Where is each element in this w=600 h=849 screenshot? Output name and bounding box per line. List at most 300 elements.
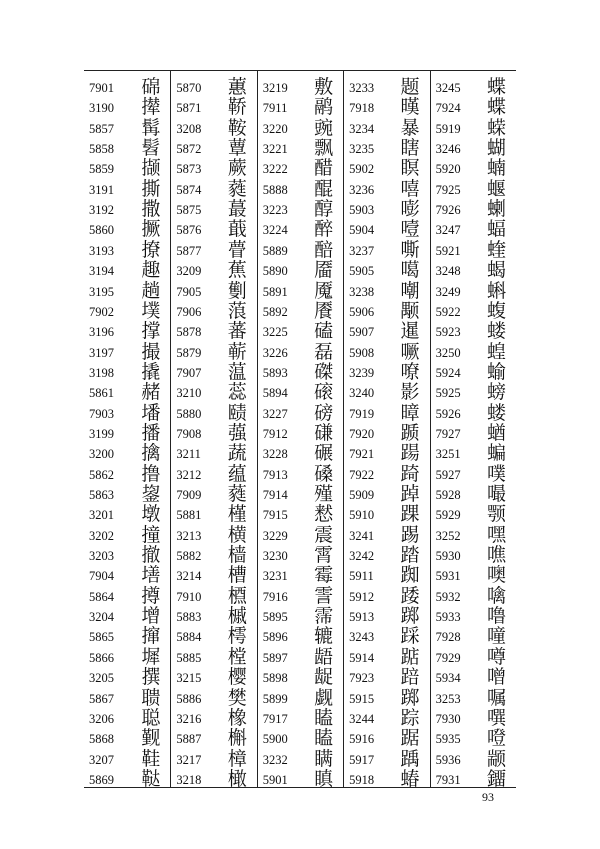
table-column [257, 71, 343, 790]
hanzi-character: 蕃 [227, 320, 247, 343]
char-code: 3204 [89, 610, 114, 625]
hanzi-character: 鞍 [227, 116, 247, 139]
char-code: 3226 [262, 345, 288, 360]
char-code: 3194 [89, 264, 114, 279]
hanzi-character: 噶 [400, 259, 420, 282]
char-code: 5870 [176, 81, 202, 95]
char-code: 3235 [349, 142, 375, 157]
char-code: 3216 [176, 711, 202, 726]
char-code: 5861 [89, 386, 114, 401]
hanzi-character: 擒 [141, 442, 161, 465]
char-code: 3199 [89, 426, 114, 441]
hanzi-character: 霉 [314, 564, 334, 587]
char-code: 3230 [262, 549, 288, 564]
table-column [84, 71, 170, 790]
char-code: 5895 [262, 610, 288, 625]
char-code: 3236 [349, 182, 375, 197]
char-code: 7921 [349, 447, 375, 462]
char-code: 5913 [349, 610, 375, 625]
hanzi-character: 蔬 [227, 442, 247, 465]
char-code: 5862 [89, 467, 114, 482]
hanzi-character: 蝾 [486, 116, 506, 139]
hanzi-character: 嘲 [400, 279, 420, 302]
hanzi-character: 樟 [227, 747, 247, 770]
char-code: 3205 [89, 671, 114, 686]
page-number: 93 [482, 790, 494, 804]
char-code: 3251 [435, 447, 461, 462]
hanzi-character: 醌 [314, 177, 334, 200]
char-code: 7919 [349, 406, 375, 421]
hanzi-character: 踝 [400, 503, 420, 526]
char-code: 3241 [349, 528, 375, 543]
hanzi-character: 踯 [400, 605, 420, 628]
char-code: 7925 [435, 182, 461, 197]
char-code: 3218 [176, 772, 202, 787]
hanzi-character: 樘 [227, 645, 247, 668]
char-code: 3214 [176, 569, 202, 584]
char-code: 5865 [89, 630, 114, 645]
char-code: 7908 [176, 426, 202, 441]
char-code: 5893 [262, 365, 288, 380]
char-code: 3249 [435, 284, 461, 299]
char-code: 5928 [435, 488, 461, 502]
hanzi-character: 墦 [141, 401, 161, 424]
hanzi-character: 蝓 [486, 360, 506, 383]
char-code: 5857 [89, 121, 114, 136]
char-code: 7910 [176, 589, 202, 604]
hanzi-character: 霄 [314, 544, 334, 567]
hanzi-character: 撷 [141, 157, 161, 180]
hanzi-character: 敷 [314, 76, 334, 98]
char-code: 5924 [435, 365, 461, 380]
hanzi-character: 噍 [486, 544, 506, 567]
char-code: 7905 [176, 284, 202, 299]
char-code: 3210 [176, 386, 202, 401]
hanzi-character: 蒗 [227, 299, 247, 322]
table-row [431, 768, 516, 792]
hanzi-character: 蝌 [486, 279, 506, 302]
hanzi-character: 蕰 [227, 360, 247, 383]
hanzi-character: 蝼 [486, 401, 506, 424]
hanzi-character: 鞒 [227, 96, 247, 119]
hanzi-character: 磙 [314, 381, 334, 404]
char-code: 5908 [349, 345, 375, 360]
hanzi-character: 靥 [314, 259, 334, 282]
char-code: 3195 [89, 284, 114, 299]
hanzi-character: 醉 [314, 218, 334, 241]
char-code: 3203 [89, 549, 114, 564]
hanzi-character: 樗 [227, 625, 247, 648]
hanzi-character: 樱 [227, 666, 247, 689]
hanzi-character: 槲 [227, 727, 247, 750]
hanzi-character: 槱 [227, 584, 247, 607]
char-code: 7918 [349, 101, 375, 116]
hanzi-character: 蕴 [227, 462, 247, 485]
hanzi-character: 鞋 [141, 747, 161, 770]
hanzi-character: 瞌 [314, 706, 334, 729]
char-code: 7930 [435, 711, 461, 726]
char-code: 5898 [262, 671, 288, 686]
char-code: 5868 [89, 732, 114, 747]
hanzi-character: 嘻 [400, 177, 420, 200]
hanzi-character: 蕞 [227, 198, 247, 221]
char-code: 3222 [262, 162, 288, 177]
hanzi-character: 噗 [486, 462, 506, 485]
char-code: 7909 [176, 488, 202, 502]
hanzi-character: 磉 [314, 462, 334, 485]
char-code: 7924 [435, 101, 461, 116]
char-code: 3253 [435, 691, 461, 706]
hanzi-character: 磕 [314, 320, 334, 343]
hanzi-character: 踯 [400, 686, 420, 709]
char-code: 5860 [89, 223, 114, 238]
char-code: 3232 [262, 752, 288, 767]
hanzi-character: 蔃 [227, 421, 247, 444]
char-code: 3215 [176, 671, 202, 686]
char-code: 5884 [176, 630, 202, 645]
hanzi-character: 噎 [400, 218, 420, 241]
hanzi-character: 蕨 [227, 157, 247, 180]
hanzi-character: 撞 [141, 523, 161, 546]
hanzi-character: 槭 [227, 605, 247, 628]
char-code: 7903 [89, 406, 114, 421]
char-code: 3246 [435, 142, 461, 157]
hanzi-character: 踮 [400, 645, 420, 668]
hanzi-character: 碾 [314, 442, 334, 465]
hanzi-character: 嘿 [486, 523, 506, 546]
char-code: 5904 [349, 223, 375, 238]
hanzi-character: 噇 [486, 625, 506, 648]
char-code: 3201 [89, 508, 114, 523]
char-code: 7916 [262, 589, 288, 604]
hanzi-character: 墀 [141, 645, 161, 668]
hanzi-character: 踒 [400, 584, 420, 607]
char-code: 5877 [176, 243, 202, 258]
hanzi-character: 撤 [141, 544, 161, 567]
char-code: 3243 [349, 630, 375, 645]
char-code: 5932 [435, 589, 461, 604]
char-code: 5919 [435, 121, 461, 136]
hanzi-character: 蝎 [486, 259, 506, 282]
hanzi-character: 踪 [400, 706, 420, 729]
hanzi-character: 螃 [486, 381, 506, 404]
char-code: 3212 [176, 467, 202, 482]
char-code: 3211 [176, 447, 201, 462]
hanzi-character: 蝻 [486, 157, 506, 180]
char-code: 3240 [349, 386, 375, 401]
hanzi-character: 龊 [314, 666, 334, 689]
hanzi-character: 磔 [314, 360, 334, 383]
char-code: 3247 [435, 223, 461, 238]
char-code: 3229 [262, 528, 288, 543]
char-code: 5917 [349, 752, 375, 767]
char-code: 3239 [349, 365, 375, 380]
char-code: 3252 [435, 528, 461, 543]
char-code: 5859 [89, 162, 114, 177]
hanzi-character: 踔 [400, 483, 420, 505]
hanzi-character: 颛 [486, 747, 506, 770]
char-code: 5900 [262, 732, 288, 747]
char-code: 5916 [349, 732, 375, 747]
char-code: 5905 [349, 264, 375, 279]
hanzi-character: 鋆 [141, 483, 161, 505]
hanzi-character: 蝶 [486, 96, 506, 119]
char-code: 5896 [262, 630, 288, 645]
hanzi-character: 踢 [400, 523, 420, 546]
hanzi-character: 蕲 [227, 340, 247, 363]
char-code: 7928 [435, 630, 461, 645]
char-code: 5858 [89, 142, 114, 157]
char-code: 7923 [349, 671, 375, 686]
char-code: 5873 [176, 162, 202, 177]
hanzi-character: 蝗 [486, 340, 506, 363]
hanzi-character: 魇 [314, 279, 334, 302]
char-code: 5936 [435, 752, 461, 767]
char-code: 5887 [176, 732, 202, 747]
char-code: 5874 [176, 182, 202, 197]
hanzi-character: 飘 [314, 137, 334, 160]
char-code: 5934 [435, 671, 461, 686]
char-code: 7929 [435, 650, 461, 665]
table-row [344, 768, 429, 792]
table-column [343, 71, 429, 790]
hanzi-character: 赜 [227, 401, 247, 424]
char-code: 5927 [435, 467, 461, 482]
hanzi-character: 撬 [141, 360, 161, 383]
hanzi-character: 噙 [486, 584, 506, 607]
char-code: 3196 [89, 325, 114, 340]
char-code: 7913 [262, 467, 288, 482]
char-code: 5907 [349, 325, 375, 340]
char-code: 5912 [349, 589, 375, 604]
hanzi-character: 蕊 [227, 381, 247, 404]
hanzi-character: 醋 [314, 157, 334, 180]
char-code: 7904 [89, 569, 114, 584]
hanzi-character: 樯 [227, 544, 247, 567]
table-row [258, 768, 343, 792]
hanzi-character: 蝶 [486, 76, 506, 98]
char-code: 5889 [262, 243, 288, 258]
hanzi-character: 橄 [227, 767, 247, 790]
char-code: 5886 [176, 691, 202, 706]
hanzi-character: 影 [400, 381, 420, 404]
char-code: 5872 [176, 142, 202, 157]
char-code: 5910 [349, 508, 375, 523]
char-code: 5902 [349, 162, 375, 177]
char-code: 5878 [176, 325, 202, 340]
hanzi-character: 瞋 [314, 767, 334, 790]
hanzi-character: 增 [141, 605, 161, 628]
hanzi-character: 趟 [141, 279, 161, 302]
char-code: 5864 [89, 589, 114, 604]
hanzi-character: 殣 [314, 483, 334, 505]
char-code: 5863 [89, 488, 114, 502]
char-code: 7915 [262, 508, 288, 523]
hanzi-character: 蕺 [227, 218, 247, 241]
char-code: 3231 [262, 569, 288, 584]
hanzi-character: 撒 [141, 198, 161, 221]
char-code: 3213 [176, 528, 202, 543]
hanzi-character: 横 [227, 523, 247, 546]
hanzi-character: 蝮 [486, 299, 506, 322]
char-code: 5914 [349, 650, 375, 665]
char-code: 3217 [176, 752, 202, 767]
char-code: 3191 [89, 182, 114, 197]
char-code: 3207 [89, 752, 114, 767]
hanzi-character: 趣 [141, 259, 161, 282]
char-code: 5935 [435, 732, 461, 747]
hanzi-character: 醅 [314, 238, 334, 261]
hanzi-character: 鞑 [141, 767, 161, 790]
char-code: 5897 [262, 650, 288, 665]
hanzi-character: 暵 [400, 96, 420, 119]
hanzi-character: 踼 [400, 442, 420, 465]
char-code: 3190 [89, 101, 114, 116]
char-code: 3208 [176, 121, 202, 136]
hanzi-character: 撅 [141, 218, 161, 241]
char-code: 7912 [262, 426, 288, 441]
hanzi-character: 槿 [227, 503, 247, 526]
hanzi-character: 醇 [314, 198, 334, 221]
hanzi-character: 踦 [400, 462, 420, 485]
hanzi-character: 墣 [141, 299, 161, 322]
hanzi-character: 踟 [400, 564, 420, 587]
char-code: 5901 [262, 772, 288, 787]
char-code: 3192 [89, 203, 114, 218]
hanzi-character: 赭 [141, 381, 161, 404]
hanzi-character: 磏 [314, 421, 334, 444]
char-code: 5867 [89, 691, 114, 706]
hanzi-character: 墩 [141, 503, 161, 526]
char-code: 3233 [349, 81, 375, 95]
char-code: 5918 [349, 772, 375, 787]
hanzi-character: 震 [314, 523, 334, 546]
hanzi-character: 蝽 [400, 767, 420, 790]
hanzi-character: 髫 [141, 137, 161, 160]
hanzi-character: 撮 [141, 340, 161, 363]
char-code: 5911 [349, 569, 374, 584]
char-code: 3248 [435, 264, 461, 279]
hanzi-character: 瞒 [314, 747, 334, 770]
hanzi-character: 鹝 [314, 96, 334, 119]
hanzi-character: 觐 [141, 727, 161, 750]
hanzi-character: 聪 [141, 706, 161, 729]
hanzi-character: 嘹 [400, 360, 420, 383]
char-code: 5890 [262, 264, 288, 279]
char-code: 5891 [262, 284, 288, 299]
hanzi-character: 劐 [227, 279, 247, 302]
char-code: 3198 [89, 365, 114, 380]
hanzi-character: 撸 [141, 462, 161, 485]
hanzi-character: 暲 [400, 401, 420, 424]
hanzi-character: 蝼 [486, 320, 506, 343]
hanzi-character: 撑 [141, 320, 161, 343]
char-code: 7911 [262, 101, 288, 116]
hanzi-character: 蕉 [227, 259, 247, 282]
char-code: 5894 [262, 386, 288, 401]
char-code: 7902 [89, 304, 114, 319]
hanzi-character: 撰 [141, 666, 161, 689]
hanzi-character: 龉 [314, 645, 334, 668]
table-column [430, 71, 516, 790]
hanzi-character: 觑 [314, 686, 334, 709]
char-code: 7926 [435, 203, 461, 218]
hanzi-character: 撺 [141, 625, 161, 648]
hanzi-character: 橡 [227, 706, 247, 729]
table-row [171, 768, 256, 792]
char-code: 5915 [349, 691, 375, 706]
hanzi-character: 蕈 [227, 137, 247, 160]
hanzi-character: 蕙 [227, 76, 247, 98]
char-code: 5866 [89, 650, 114, 665]
char-code: 3238 [349, 284, 375, 299]
char-code: 5933 [435, 610, 461, 625]
hanzi-character: 蝰 [486, 238, 506, 261]
char-code: 7901 [89, 81, 114, 95]
hanzi-character: 䃇 [141, 76, 161, 98]
hanzi-character: 樊 [227, 686, 247, 709]
hanzi-character: 瞎 [400, 137, 420, 160]
char-code: 3234 [349, 121, 375, 136]
hanzi-character: 蝴 [486, 137, 506, 160]
char-code: 5930 [435, 549, 461, 564]
hanzi-character: 鐂 [486, 767, 506, 790]
char-code: 5875 [176, 203, 202, 218]
hanzi-character: 嘬 [486, 483, 506, 505]
char-code: 7917 [262, 711, 288, 726]
hanzi-character: 蝲 [486, 198, 506, 221]
hanzi-character: 颚 [486, 503, 506, 526]
char-code: 5906 [349, 304, 375, 319]
char-code: 3193 [89, 243, 114, 258]
hanzi-character: 撩 [141, 238, 161, 261]
char-code: 5882 [176, 549, 202, 564]
char-code: 5899 [262, 691, 288, 706]
char-code: 5869 [89, 772, 114, 787]
hanzi-character: 颙 [400, 299, 420, 322]
char-code: 7914 [262, 488, 288, 502]
hanzi-character: 踏 [400, 544, 420, 567]
hanzi-character: 蝘 [486, 177, 506, 200]
char-code: 5931 [435, 569, 461, 584]
hanzi-character: 墡 [141, 564, 161, 587]
char-code: 3224 [262, 223, 288, 238]
hanzi-character: 噂 [486, 645, 506, 668]
hanzi-character: 噘 [400, 340, 420, 363]
char-code: 3202 [89, 528, 114, 543]
char-code: 3206 [89, 711, 114, 726]
char-code: 7906 [176, 304, 202, 319]
char-code: 7931 [435, 772, 461, 787]
char-code: 3244 [349, 711, 375, 726]
table-column [170, 71, 256, 790]
char-code: 5909 [349, 488, 375, 502]
hanzi-character: 踽 [400, 747, 420, 770]
hanzi-character: 噢 [486, 564, 506, 587]
hanzi-character: 踩 [400, 625, 420, 648]
hanzi-character: 蕤 [227, 483, 247, 505]
hanzi-character: 噜 [486, 605, 506, 628]
char-code: 5871 [176, 101, 202, 116]
char-code: 5923 [435, 325, 461, 340]
hanzi-character: 蝤 [486, 421, 506, 444]
hanzi-character: 题 [400, 76, 420, 98]
char-code: 5921 [435, 243, 461, 258]
char-code: 3221 [262, 142, 288, 157]
hanzi-character: 蝙 [486, 442, 506, 465]
character-table [84, 70, 516, 788]
hanzi-character: 蝠 [486, 218, 506, 241]
